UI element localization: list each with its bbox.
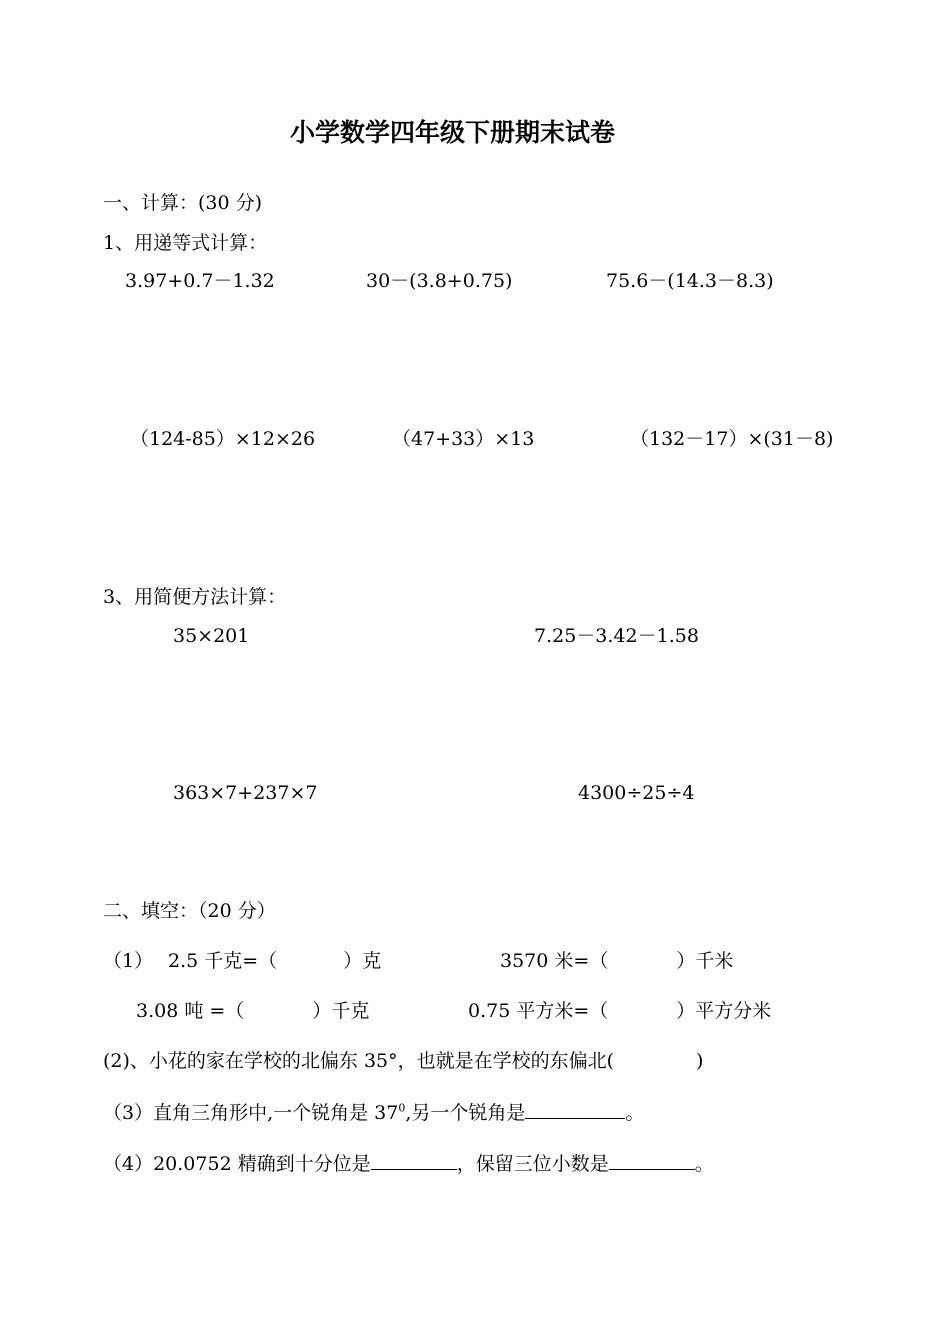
fill-q1-a-suffix: ）克 xyxy=(343,950,382,972)
fill-q2-text: (2)、小花的家在学校的北偏东 35°，也就是在学校的东偏北( xyxy=(103,1050,615,1072)
fill-q3-answer-blank[interactable] xyxy=(525,1100,625,1119)
q3-heading: 3、用简便方法计算： xyxy=(103,586,287,608)
fill-q1-c-suffix: ）千克 xyxy=(312,1000,370,1022)
fill-q1-a-prefix: 2.5 千克=（ xyxy=(168,950,278,972)
q1-expression: （124-85）×12×26 xyxy=(130,428,316,450)
fill-q4-end: 。 xyxy=(694,1153,714,1175)
fill-q1-d xyxy=(468,999,771,1023)
fill-q1-b xyxy=(500,949,733,973)
section2-heading: 二、填空：（20 分） xyxy=(103,900,276,922)
fill-q2 xyxy=(103,1049,703,1073)
fill-q3-text-b: ,另一个锐角是 xyxy=(405,1102,526,1124)
fill-q1-b-prefix: 3570 米=（ xyxy=(500,950,609,972)
fill-q4-text: （4）20.0752 精确到十分位是 xyxy=(103,1153,371,1175)
q3-expression: 4300÷25÷4 xyxy=(578,782,695,804)
fill-q2-suffix: ) xyxy=(696,1050,704,1072)
fill-q3-end: 。 xyxy=(625,1102,645,1124)
q1-heading: 1、用递等式计算： xyxy=(103,232,268,254)
fill-q4 xyxy=(103,1151,714,1176)
fill-q1-d-prefix: 0.75 平方米=（ xyxy=(468,1000,609,1022)
fill-q4-answer-blank-2[interactable] xyxy=(609,1151,695,1170)
fill-q3 xyxy=(103,1100,644,1125)
fill-q1-c-prefix: 3.08 吨 =（ xyxy=(136,1000,245,1022)
fill-q1-c xyxy=(136,999,369,1023)
fill-q4-answer-blank-1[interactable] xyxy=(371,1151,457,1170)
fill-q1-b-suffix: ）千米 xyxy=(676,950,734,972)
q3-expression: 7.25－3.42－1.58 xyxy=(534,625,699,647)
q3-expression: 363×7+237×7 xyxy=(173,782,318,804)
q1-expression: （47+33）×13 xyxy=(392,428,535,450)
fill-q4-text-b: ，保留三位小数是 xyxy=(456,1153,609,1175)
fill-q3-text: （3）直角三角形中,一个锐角是 37 xyxy=(103,1102,399,1124)
fill-q1-label: （1） xyxy=(103,950,154,972)
q1-expression: （132－17）×(31－8) xyxy=(630,428,834,450)
fill-q1-a xyxy=(168,949,381,973)
degree-superscript: 0 xyxy=(398,1101,406,1115)
section1-heading: 一、计算：(30 分) xyxy=(103,192,263,214)
page-title: 小学数学四年级下册期末试卷 xyxy=(290,118,616,147)
q1-expression: 3.97+0.7－1.32 xyxy=(125,270,275,292)
q3-expression: 35×201 xyxy=(173,625,250,647)
fill-q1-d-suffix: ）平方分米 xyxy=(676,1000,772,1022)
q1-expression: 30－(3.8+0.75) xyxy=(366,270,513,292)
q1-expression: 75.6－(14.3－8.3) xyxy=(606,270,774,292)
